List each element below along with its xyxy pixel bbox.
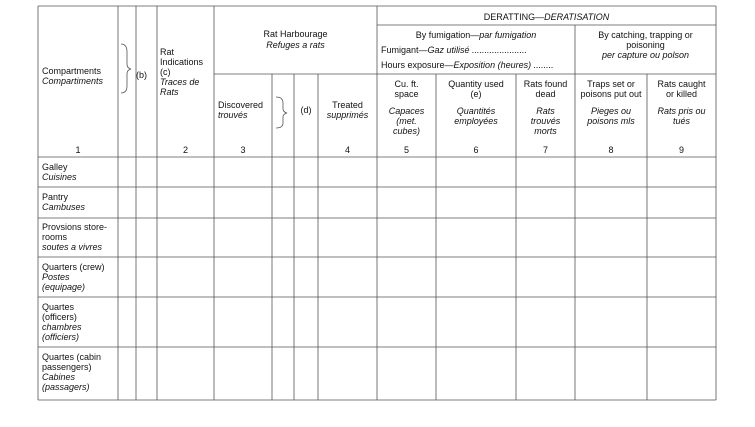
rats-caught-label-2: or killed [665, 89, 697, 99]
rats-found-label-fr-1: Rats [536, 106, 555, 116]
mark-b: (b) [136, 70, 147, 80]
fumigant-line: Fumigant—Gaz utilisé ...................... [381, 45, 528, 55]
row-cabin-label-fr-1: Cabines [42, 372, 76, 382]
cuft-label-fr-2: (met. [396, 116, 417, 126]
rats-found-label-fr-2: trouvés [530, 116, 561, 126]
quantity-mark: (e) [470, 89, 482, 99]
row-pantry-label: Pantry [42, 192, 69, 202]
column-number-7: 7 [542, 145, 548, 155]
catching-title-fr: per capture ou polson [601, 50, 690, 60]
column-number-2: 2 [182, 145, 188, 155]
column-number-9: 9 [678, 145, 684, 155]
cuft-label-fr-3: cubes) [392, 126, 420, 136]
rats-found-label-fr-3: morts [534, 126, 557, 136]
row-cabin-label-2: passengers) [42, 362, 92, 372]
treated-label-fr: supprimés [326, 110, 369, 120]
catching-title-1: By catching, trapping or [598, 30, 693, 40]
row-crew-label-fr-2: (equipage) [42, 282, 86, 292]
treated-label: Treated [332, 100, 363, 110]
quantity-label: Quantity used [448, 79, 504, 89]
hours-exposure-line: Hours exposure—Exposition (heures) ........ [381, 60, 554, 70]
row-galley-label: Galley [42, 162, 68, 172]
rats-caught-label-fr-1: Rats pris ou [657, 106, 706, 116]
rat-indications-fr-2: Rats [160, 87, 179, 97]
row-crew-label: Quarters (crew) [42, 262, 105, 272]
rat-indications-label-1: Rat [160, 47, 175, 57]
deratting-title: DERATTING—DERATISATION [483, 12, 610, 22]
row-galley-label-fr: Cuisines [42, 172, 77, 182]
row-provisions-label-1: Provsions store- [42, 222, 108, 232]
column-number-8: 8 [608, 145, 614, 155]
rat-harbourage-label: Rat Harbourage [263, 29, 328, 39]
column-number-5: 5 [403, 145, 409, 155]
compartments-label: Compartments [42, 66, 102, 76]
column-number-6: 6 [473, 145, 479, 155]
cuft-label-fr-1: Capaces [388, 106, 425, 116]
catching-title-2: poisoning [626, 40, 665, 50]
rat-harbourage-label-fr: Refuges a rats [266, 40, 325, 50]
row-provisions-label-2: rooms [42, 232, 68, 242]
cuft-label-2: space [394, 89, 419, 99]
traps-label-2: poisons put out [580, 89, 642, 99]
traps-label-fr-2: poisons mls [587, 116, 635, 126]
traps-label-fr-1: Pieges ou [590, 106, 632, 116]
mark-d: (d) [300, 105, 312, 115]
rats-caught-label-fr-2: tués [672, 116, 690, 126]
rats-found-label-2: dead [535, 89, 556, 99]
row-pantry-label-fr: Cambuses [42, 202, 86, 212]
rats-found-label-1: Rats found [523, 79, 568, 89]
column-number-3: 3 [240, 145, 246, 155]
rat-indications-fr-1: Traces de [160, 77, 200, 87]
discovered-label: Discovered [218, 100, 264, 110]
rat-indications-label-2: Indications [160, 57, 204, 67]
cuft-label-1: Cu. ft. [394, 79, 419, 89]
quantity-label-fr-2: employées [454, 116, 498, 126]
rats-caught-label-1: Rats caught [657, 79, 706, 89]
column-number-1: 1 [75, 145, 81, 155]
row-cabin-label-fr-2: (passagers) [42, 382, 90, 392]
column-number-4: 4 [344, 145, 350, 155]
row-officers-label-1: Quartes [42, 302, 75, 312]
fumigation-title: By fumigation—par fumigation [415, 30, 537, 40]
row-officers-label-2: (officers) [42, 312, 77, 322]
row-crew-label-fr-1: Postes [42, 272, 70, 282]
row-officers-label-fr-1: chambres [42, 322, 82, 332]
row-provisions-label-fr: soutes a vivres [42, 242, 103, 252]
row-cabin-label-1: Quartes (cabin [42, 352, 102, 362]
traps-label-1: Traps set or [587, 79, 635, 89]
discovered-label-fr: trouvés [218, 110, 248, 120]
compartments-label-fr: Compartiments [42, 76, 104, 86]
quantity-label-fr-1: Quantités [456, 106, 496, 116]
rat-indications-mark: (c) [160, 67, 171, 77]
row-officers-label-fr-2: (officiers) [42, 332, 80, 342]
